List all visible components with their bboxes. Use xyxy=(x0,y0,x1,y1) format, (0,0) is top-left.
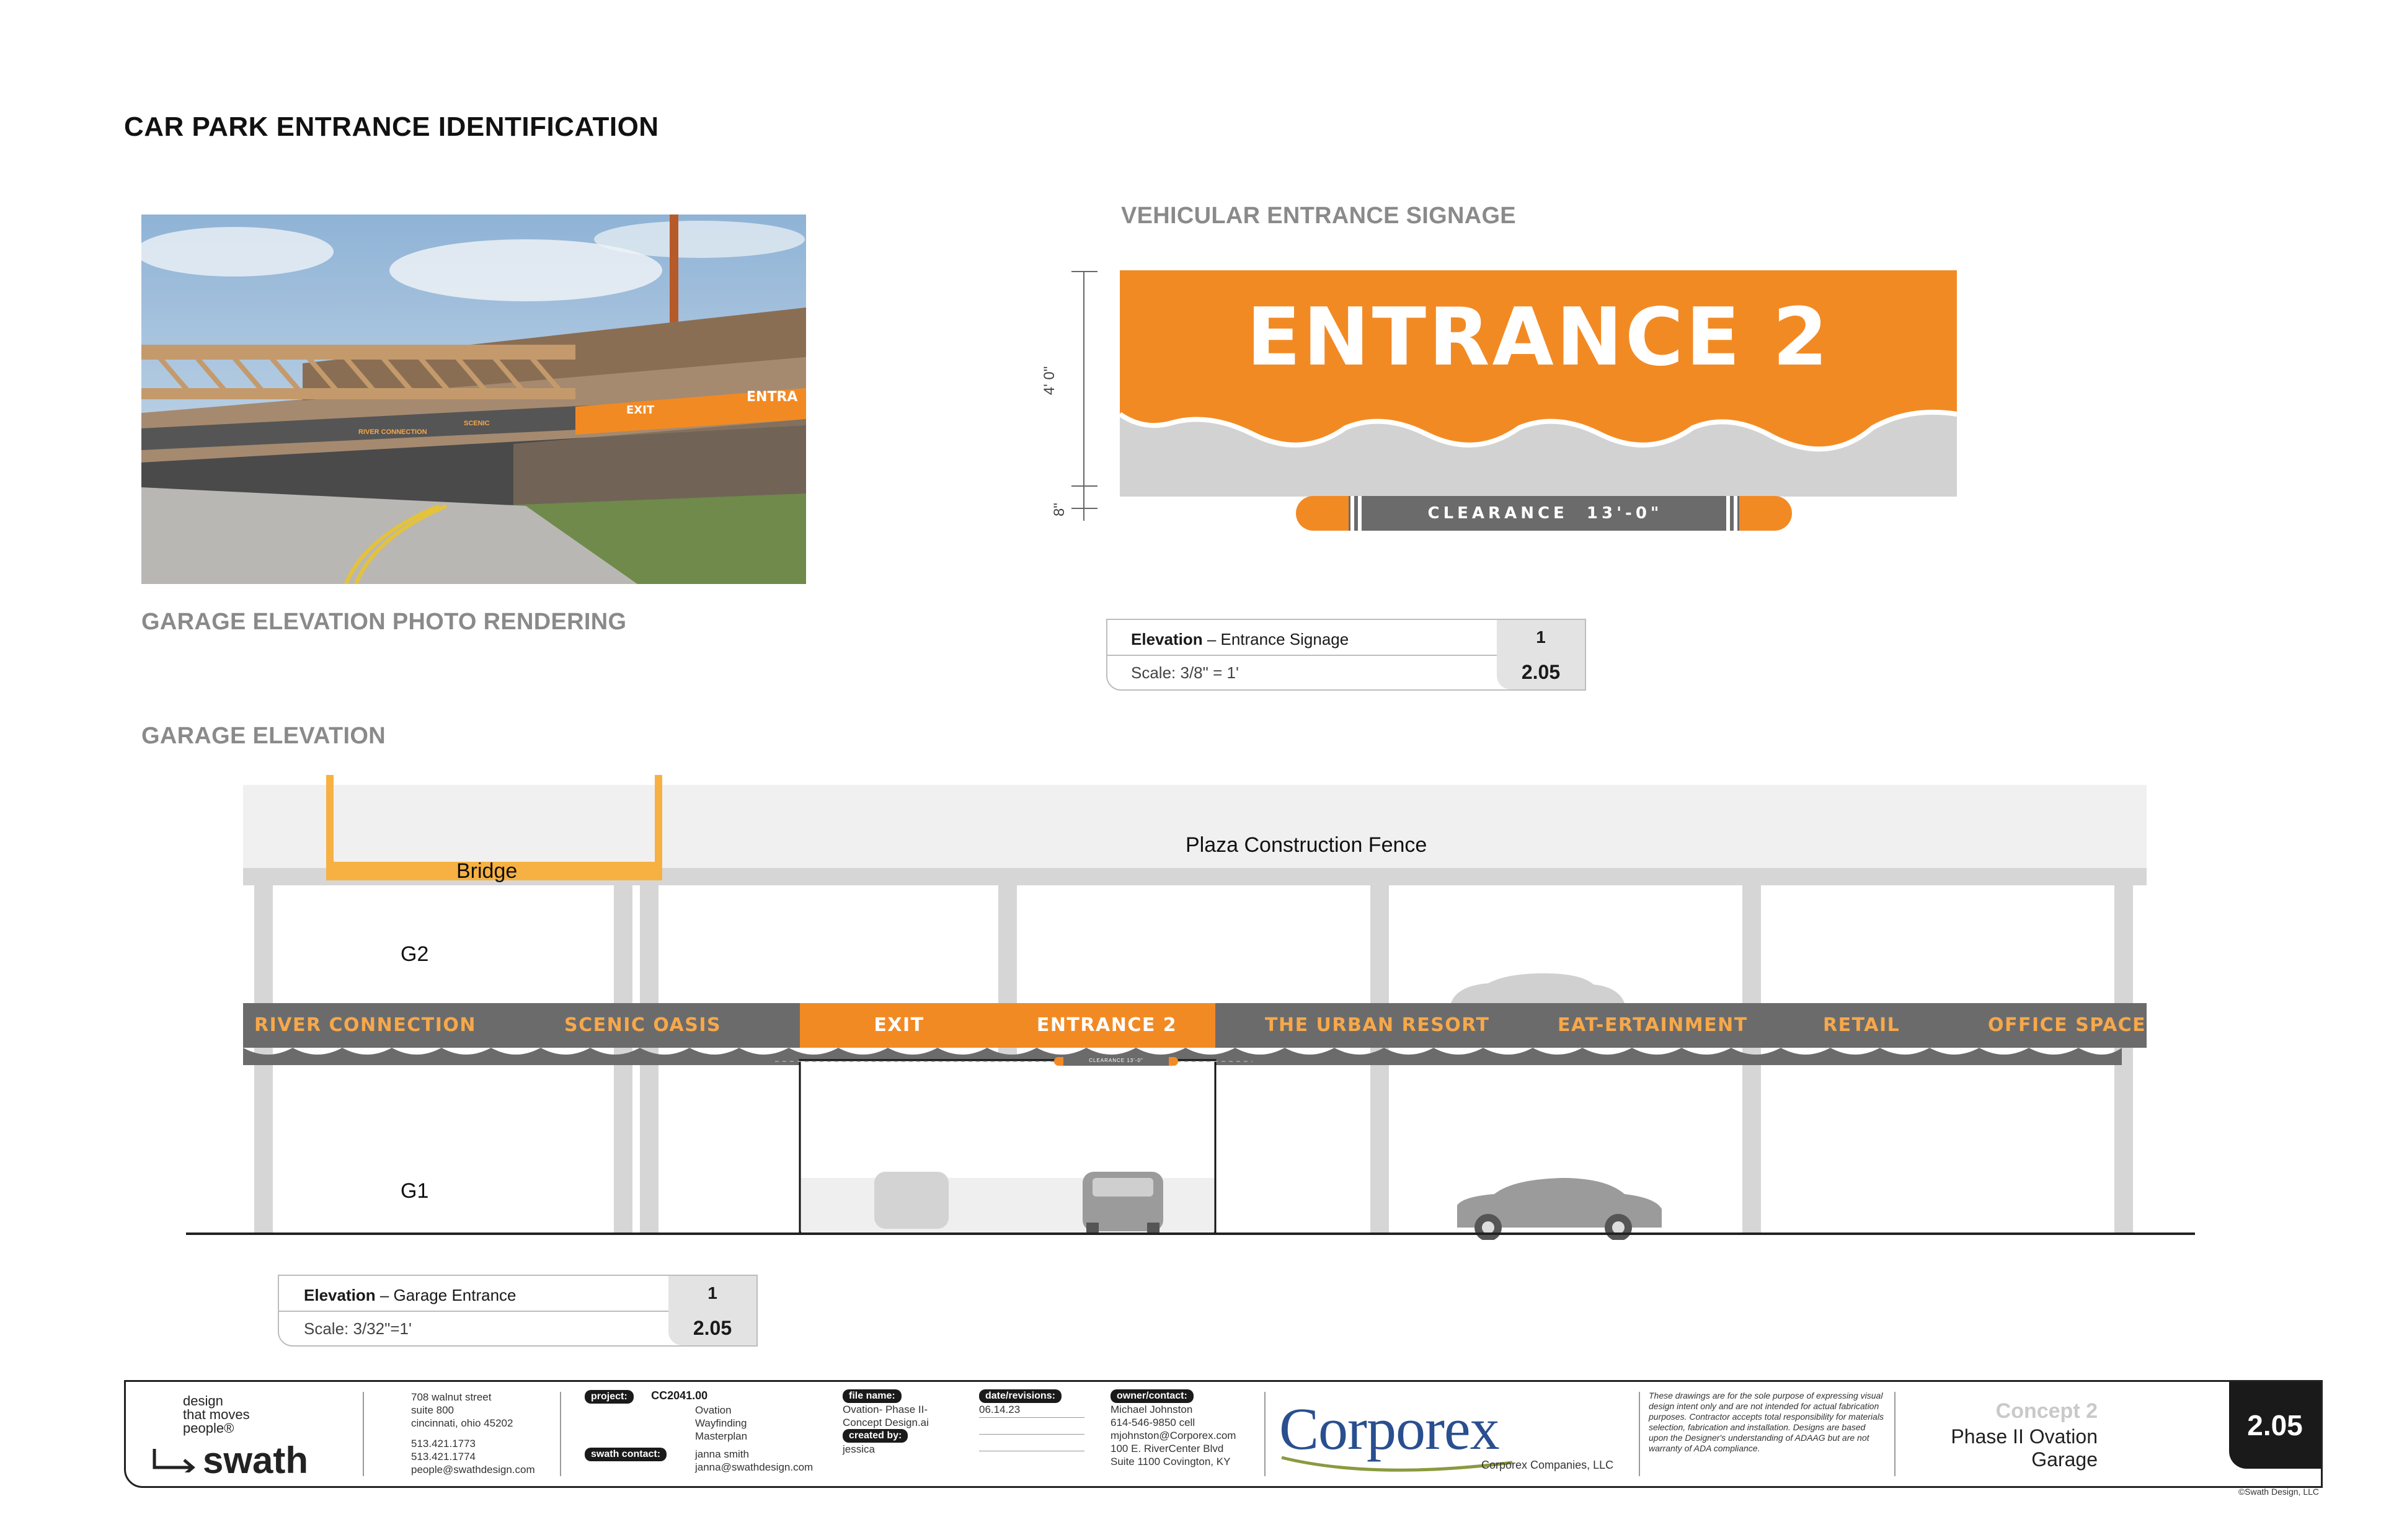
fence-label: Plaza Construction Fence xyxy=(1186,833,1427,857)
garage-label-sheet: 2.05 xyxy=(668,1311,756,1345)
signage-label-sheet: 2.05 xyxy=(1497,655,1585,689)
project-name-2: Wayfinding Masterplan xyxy=(695,1417,748,1442)
tagline-line-1: design xyxy=(183,1393,223,1409)
owner-2: 614-546-9850 cell xyxy=(1111,1417,1195,1428)
bridge-label: Bridge xyxy=(456,859,518,883)
level-g1: G1 xyxy=(401,1179,429,1203)
band-exit: EXIT xyxy=(874,1014,924,1036)
garage-label-bold: Elevation xyxy=(304,1286,376,1304)
sheet-number: 2.05 xyxy=(2229,1382,2321,1469)
band-office-space: OFFICE SPACE xyxy=(1988,1014,2147,1036)
title-block xyxy=(124,1380,2323,1488)
page-title: CAR PARK ENTRANCE IDENTIFICATION xyxy=(124,112,659,142)
garage-label-scale: Scale: 3/32"=1' xyxy=(304,1319,412,1338)
project-name-1: Ovation xyxy=(695,1404,732,1416)
garage-photo-image xyxy=(141,215,806,584)
swath-logo: swath xyxy=(203,1440,309,1481)
owner-1: Michael Johnston xyxy=(1111,1404,1193,1415)
client-logo: Corporex xyxy=(1279,1396,1499,1462)
signage-label-top xyxy=(1107,620,1585,656)
photo-band-river: RIVER CONNECTION xyxy=(358,428,427,436)
dim-bar-label: 8" xyxy=(1050,503,1068,516)
phone-1: 513.421.1773 xyxy=(411,1438,476,1449)
disclaimer: These drawings are for the sole purpose of expressing visual design intent only and are not intended for actual fabrication purposes. Contractor accepts total responsibility for materials selection, fabrication and installation. Designs are based upon the Designer's understanding of ADAAG but are not warranty of ADA compliance. xyxy=(1649,1391,1884,1453)
project-number: CC2041.00 xyxy=(651,1389,708,1402)
photo-caption: GARAGE ELEVATION PHOTO RENDERING xyxy=(141,609,627,635)
client-swoosh-icon xyxy=(1279,1455,1515,1474)
swath-tagline xyxy=(183,1394,250,1435)
clearance-text: CLEARANCE 13'-0" xyxy=(1427,504,1663,523)
entrance-sign-drawing xyxy=(1042,260,1972,546)
email[interactable]: people@swathdesign.com xyxy=(411,1464,535,1476)
garage-heading: GARAGE ELEVATION xyxy=(141,723,386,749)
swath-contact-1: janna smith xyxy=(695,1448,749,1460)
project-label: project: xyxy=(585,1390,634,1404)
address-line-3: cincinnati, ohio 45202 xyxy=(411,1417,513,1429)
garage-elevation xyxy=(186,769,2207,1240)
garage-label-rest: – Garage Entrance xyxy=(375,1286,517,1304)
file-section xyxy=(843,1389,967,1456)
phone-2: 513.421.1774 xyxy=(411,1451,476,1463)
photo-band-scenic: SCENIC xyxy=(464,420,490,427)
file-name-2: Concept Design.ai xyxy=(843,1417,929,1428)
swath-contact-label: swath contact: xyxy=(585,1448,667,1461)
signage-label-box xyxy=(1106,619,1586,691)
created-label: created by: xyxy=(843,1429,908,1443)
band-entrance-2: ENTRANCE 2 xyxy=(1036,1014,1177,1036)
address-line-2: suite 800 xyxy=(411,1404,454,1416)
project-section xyxy=(585,1389,814,1474)
owner-5: Suite 1100 Covington, KY xyxy=(1111,1456,1231,1467)
owner-label: owner/contact: xyxy=(1111,1389,1194,1403)
dim-height-label: 4' 0" xyxy=(1041,366,1058,396)
band-retail: RETAIL xyxy=(1823,1014,1900,1036)
sheet-title: Phase II Ovation Garage xyxy=(1951,1425,2098,1471)
swath-contact-2[interactable]: janna@swathdesign.com xyxy=(695,1461,814,1473)
copyright: ©Swath Design, LLC xyxy=(2238,1487,2319,1497)
address-line-1: 708 walnut street xyxy=(411,1391,492,1403)
signage-label-rest: – Entrance Signage xyxy=(1202,630,1349,648)
file-label: file name: xyxy=(843,1389,902,1403)
garage-label-top xyxy=(279,1276,756,1312)
concept-label: Concept 2 xyxy=(1995,1399,2098,1423)
photo-sign-exit: EXIT xyxy=(626,404,655,417)
swath-address xyxy=(411,1391,535,1476)
signage-label-scale: Scale: 3/8" = 1' xyxy=(1131,663,1239,682)
level-g2: G2 xyxy=(401,942,429,966)
garage-label-number: 1 xyxy=(668,1276,756,1311)
owner-3[interactable]: mjohnston@Corporex.com xyxy=(1111,1430,1236,1441)
tagline-line-3: people® xyxy=(183,1420,234,1436)
mini-clearance-text: CLEARANCE 13'-0" xyxy=(1089,1058,1143,1063)
band-scenic-oasis: SCENIC OASIS xyxy=(564,1014,722,1036)
file-name-1: Ovation- Phase II- xyxy=(843,1404,928,1415)
signage-label-number: 1 xyxy=(1497,620,1585,655)
date-section xyxy=(979,1389,1084,1467)
band-river-connection: RIVER CONNECTION xyxy=(254,1014,476,1036)
garage-label-title xyxy=(304,1286,517,1305)
created-by: jessica xyxy=(843,1443,875,1455)
tagline-line-2: that moves xyxy=(183,1407,250,1422)
signage-heading: VEHICULAR ENTRANCE SIGNAGE xyxy=(1121,203,1516,229)
date-value: 06.14.23 xyxy=(979,1404,1021,1415)
entrance-sign-text: ENTRANCE 2 xyxy=(1246,291,1830,384)
client-name: Corporex Companies, LLC xyxy=(1481,1459,1614,1471)
band-eat-ertainment: EAT-ERTAINMENT xyxy=(1558,1014,1748,1036)
garage-label-box xyxy=(278,1275,758,1347)
signage-label-title xyxy=(1131,630,1349,649)
garage-photo xyxy=(141,215,806,584)
swath-arrow-icon xyxy=(151,1448,200,1472)
signage-label-bottom xyxy=(1107,655,1585,689)
photo-sign-entrance: ENTRA xyxy=(747,389,798,405)
signage-label-bold: Elevation xyxy=(1131,630,1203,648)
date-label: date/revisions: xyxy=(979,1389,1062,1403)
garage-label-bottom xyxy=(279,1311,756,1345)
owner-4: 100 E. RiverCenter Blvd xyxy=(1111,1443,1224,1454)
band-urban-resort: THE URBAN RESORT xyxy=(1265,1014,1490,1036)
owner-section xyxy=(1111,1389,1259,1468)
